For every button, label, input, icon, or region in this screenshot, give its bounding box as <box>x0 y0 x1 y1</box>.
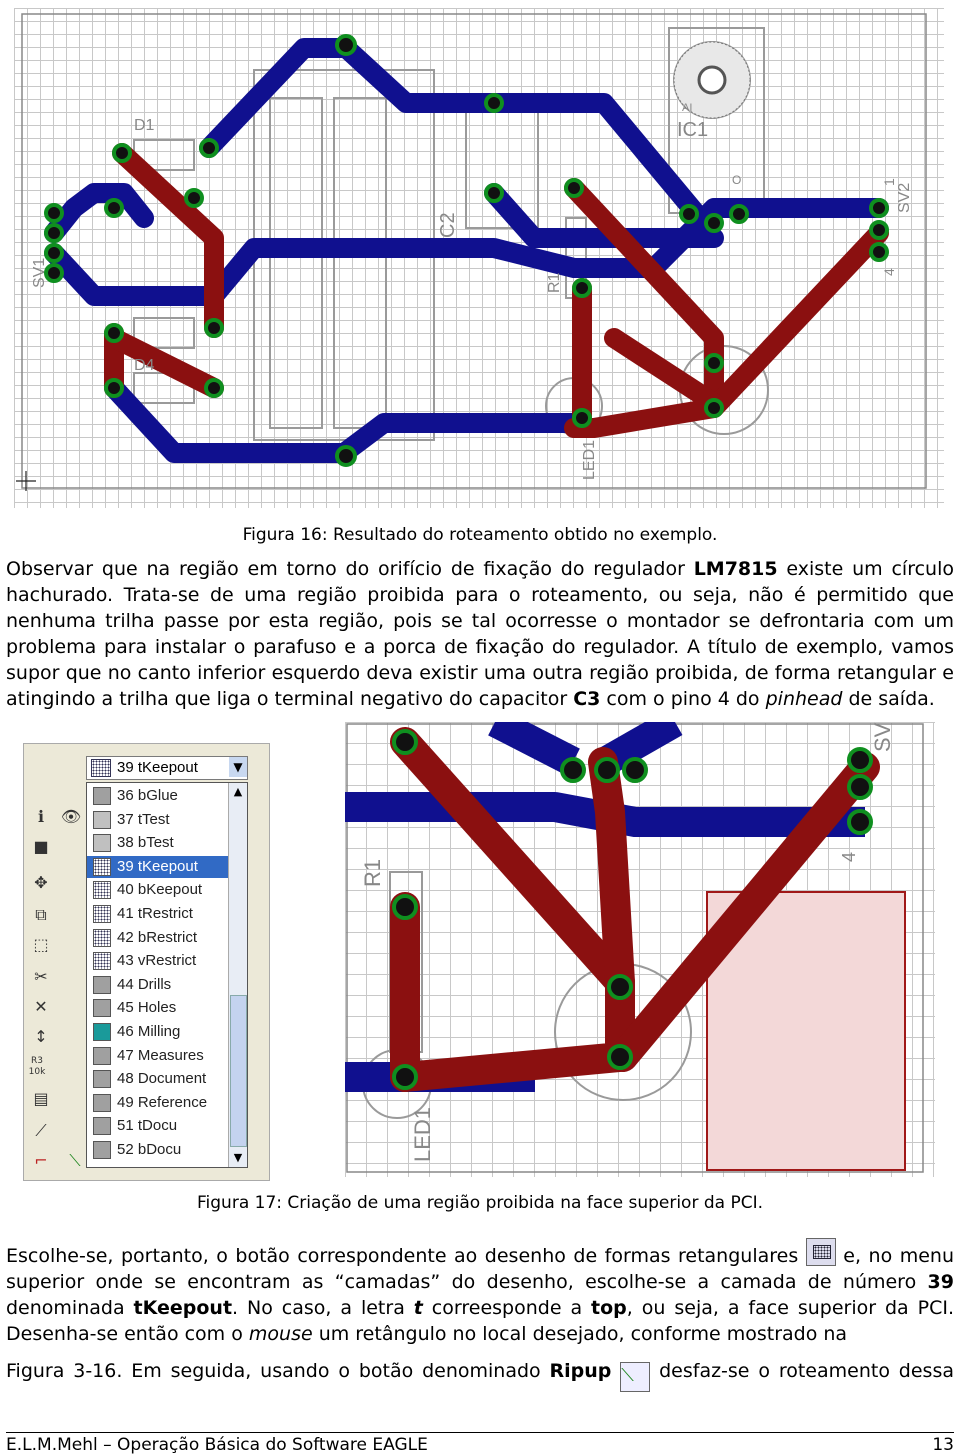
paragraph-1: Observar que na região em torno do orifício de fixação do regulador LM7815 existe um círculo hachurado. Trata-se de uma região proibida para o roteamento, ou seja, não é permitido que nenhuma trilha passe por esta região, pois se tal ocorresse o montador se defrontaria com um problema para instalar o parafuso e a porca de fixação do regulador. A título de exemplo, vamos supor que no canto inferior esquerdo deva existir uma outra região proibida, de forma retangular e atingindo a trilha que liga o terminal negativo do capacitor C3 com o pino 4 do pinhead de saída. <box>6 558 954 710</box>
page-number: 13 <box>932 1435 954 1455</box>
layer-label: 39 tKeepout <box>117 857 198 875</box>
figure16-pcb <box>14 8 944 508</box>
layer-list-item[interactable] <box>87 1021 237 1043</box>
layer-swatch <box>93 952 111 970</box>
layer-swatch <box>93 905 111 923</box>
label-sv: SV <box>870 722 895 752</box>
label-r1: R1 <box>546 272 563 293</box>
label-pin1: 1 <box>881 178 897 186</box>
layer-label: 43 vRestrict <box>117 952 197 970</box>
layer-list-item[interactable] <box>87 950 237 972</box>
label-led1: LED1 <box>581 439 598 480</box>
label-d1: D1 <box>134 117 155 134</box>
layer-swatch <box>93 834 111 852</box>
layer-swatch <box>93 881 111 899</box>
layers-icon[interactable]: ■ <box>33 837 49 856</box>
page-footer <box>6 1432 954 1455</box>
label-ic-o: O <box>732 173 742 187</box>
printer-icon[interactable]: ▤ <box>33 1089 49 1108</box>
layer-swatch <box>93 811 111 829</box>
layer-label: 37 tTest <box>117 810 170 828</box>
label-d4: D4 <box>134 357 155 374</box>
layer-label: 42 bRestrict <box>117 928 198 946</box>
swap-icon[interactable]: ↕ <box>34 1027 48 1046</box>
layer-swatch <box>93 1070 111 1088</box>
label-sv2: SV2 <box>896 182 913 213</box>
figure16-caption: Figura 16: Resultado do roteamento obtido no exemplo. <box>242 525 718 545</box>
layer-label: 51 tDocu <box>117 1117 178 1135</box>
layer-label: 46 Milling <box>117 1023 181 1040</box>
label-pin4: 4 <box>881 268 897 276</box>
figure17-svg <box>345 722 935 1177</box>
layer-label: 52 bDocu <box>117 1141 182 1158</box>
paragraph-2: Escolhe-se, portanto, o botão correspondente ao desenho de formas retangulares e, no menu superior onde se encontram as “camadas” do desenho, escolhe-se a camada de número 39 denominada tKeepout. No caso, a letra t correesponde a top, ou seja, a face superior da PCI. Desenha-se então com o mouse um retângulo no local desejado, conforme mostrado na <box>6 1238 954 1347</box>
cut-icon[interactable]: ✂ <box>34 967 48 986</box>
ripup-tool-icon: ⟍ <box>620 1362 650 1392</box>
layer-select[interactable] <box>86 756 248 780</box>
layer-list-item[interactable] <box>87 997 237 1019</box>
layer-swatch <box>93 1141 111 1159</box>
label-pin4: 4 <box>839 851 859 862</box>
layer-swatch <box>93 929 111 947</box>
bottom-traces <box>54 48 879 453</box>
layer-list <box>86 782 248 1168</box>
layer-label: 40 bKeepout <box>117 881 203 899</box>
layer-label: 36 bGlue <box>117 787 178 804</box>
label-led1: LED1 <box>410 1106 435 1162</box>
footer-left: E.L.M.Mehl – Operação Básica do Software EAGLE <box>6 1435 428 1455</box>
layer-list-item[interactable] <box>87 809 237 831</box>
scroll-thumb[interactable] <box>230 995 247 1147</box>
layer-list-item[interactable] <box>87 856 237 878</box>
layer-list-item[interactable] <box>87 785 237 807</box>
label-c2: C2 <box>437 212 459 238</box>
ripup-icon[interactable]: ⟍ <box>69 1151 81 1170</box>
group-icon[interactable]: ⬚ <box>33 935 49 954</box>
layer-swatch <box>93 999 111 1017</box>
list-scrollbar[interactable] <box>228 783 247 1167</box>
eagle-toolbar-panel <box>23 743 270 1181</box>
route-icon[interactable]: ⌐ <box>34 1151 48 1170</box>
figure17-caption: Figura 17: Criação de uma região proibida na face superior da PCI. <box>197 1193 763 1213</box>
layer-swatch <box>93 1023 111 1041</box>
scroll-down-icon[interactable]: ▼ <box>233 1151 243 1164</box>
layer-list-item[interactable] <box>87 903 237 925</box>
layer-label: 41 tRestrict <box>117 905 193 922</box>
line-icon[interactable]: ⟋ <box>35 1121 47 1140</box>
layer-swatch <box>93 1117 111 1135</box>
layer-list-item[interactable] <box>87 1045 237 1067</box>
layer-label: 45 Holes <box>117 999 177 1017</box>
layer-select-value: 39 tKeepout <box>117 759 198 776</box>
rectangle-tool-icon <box>806 1238 836 1266</box>
layer-swatch <box>93 787 111 805</box>
paragraph-2-cont: Figura 3-16. Em seguida, usando o botão denominado Ripup ⟍ desfaz-se o roteamento dessa <box>6 1358 954 1392</box>
layer-swatch <box>93 858 111 876</box>
chevron-down-icon[interactable]: ▼ <box>229 757 247 777</box>
layer-label: 44 Drills <box>117 975 172 993</box>
layer-list-item[interactable] <box>87 1139 237 1161</box>
layer-swatch <box>93 1047 111 1065</box>
label-sv1: SV1 <box>31 257 48 288</box>
layer-swatch <box>93 976 111 994</box>
layer-label: 47 Measures <box>117 1046 204 1064</box>
delete-icon[interactable]: ✕ <box>34 997 48 1016</box>
layer-list-item[interactable] <box>87 927 237 949</box>
layer-swatch <box>93 1094 111 1112</box>
layer-list-item[interactable] <box>87 1068 237 1090</box>
layer-label: 48 Document <box>117 1070 207 1088</box>
layer-list-item[interactable] <box>87 974 237 996</box>
value-icon[interactable]: R3 10k <box>28 1056 46 1077</box>
label-r1: R1 <box>360 858 385 887</box>
layer-label: 38 bTest <box>117 834 174 852</box>
figure17-pcb <box>345 722 935 1177</box>
label-ic-ai: AI <box>682 102 693 114</box>
info-icon[interactable]: ℹ <box>37 807 45 826</box>
layer-list-item[interactable] <box>87 1115 237 1137</box>
eye-icon[interactable]: 👁 <box>60 807 82 826</box>
layer-select-swatch <box>91 759 111 777</box>
label-ic1: IC1 <box>677 119 709 141</box>
scroll-up-icon[interactable]: ▲ <box>233 785 243 798</box>
layer-list-item[interactable] <box>87 832 237 854</box>
move-icon[interactable]: ✥ <box>34 873 48 892</box>
figure16-svg <box>14 8 944 508</box>
layer-list-item[interactable] <box>87 879 237 901</box>
layer-list-item[interactable] <box>87 1092 237 1114</box>
copy-icon[interactable]: ⧉ <box>35 905 47 924</box>
layer-label: 49 Reference <box>117 1093 208 1111</box>
